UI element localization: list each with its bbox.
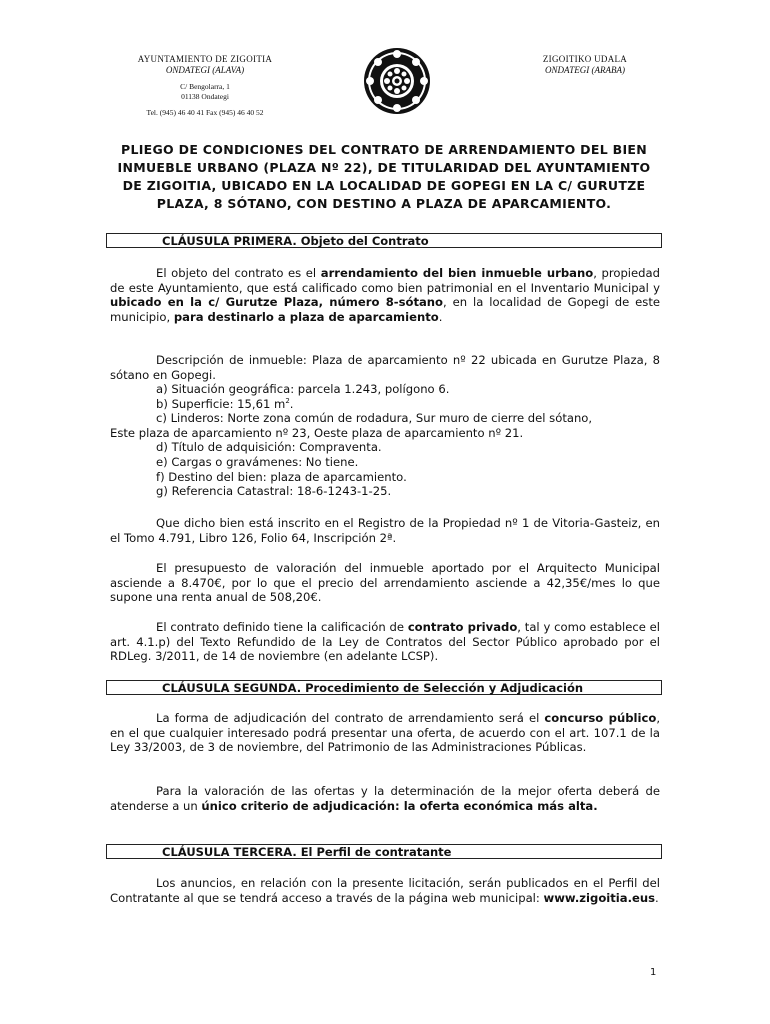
clause-1-paragraph-1: El objeto del contrato es el arrendamiento del bien inmueble urbano, propiedad de este Ayuntamiento, que está calificado como bien patrimonial en el Inventario Municipal y ubicado en la c/ Gurutze Plaza, número 8-sótano, en la localidad de Gopegi de este municipio, para destinarlo a plaza de aparcamiento. (110, 266, 660, 324)
list-item: a) Situación geográfica: parcela 1.243, polígono 6. (156, 382, 450, 396)
property-description-intro: Descripción de inmueble: Plaza de aparcamiento nº 22 ubicada en Gurutze Plaza, 8 sótano en Gopegi. (110, 353, 660, 382)
org-place-es: ONDATEGI (ALAVA) (165, 65, 245, 75)
page-number: 1 (650, 967, 657, 978)
header-left (110, 54, 300, 118)
document-title: PLIEGO DE CONDICIONES DEL CONTRATO DE ARRENDAMIENTO DEL BIEN INMUEBLE URBANO (PLAZA Nº 22), DE TITULARIDAD DEL AYUNTAMIENTO DE ZIGOITIA, UBICADO EN LA LOCALIDAD DE GOPEGI EN LA C/ GURUTZE PLAZA, 8 SÓTANO, CON DESTINO A PLAZA DE APARCAMIENTO. (117, 142, 651, 211)
clause-2-paragraph-2: Para la valoración de las ofertas y la determinación de la mejor oferta deberá de atenderse a un único criterio de adjudicación: la oferta económica más alta. (110, 784, 660, 813)
valuation-paragraph: El presupuesto de valoración del inmueble aportado por el Arquitecto Municipal asciende a 8.470€, por lo que el precio del arrendamiento asciende a 42,35€/mes lo que supone una renta anual de 508,20€. (110, 561, 660, 605)
list-item: e) Cargas o gravámenes: No tiene. (156, 454, 359, 469)
header-right (490, 54, 680, 76)
registry-paragraph: Que dicho bien está inscrito en el Registro de la Propiedad nº 1 de Vitoria-Gasteiz, en el Tomo 4.791, Libro 126, Folio 64, Inscripción 2ª. (110, 516, 660, 545)
clause-1-heading: CLÁUSULA PRIMERA. Objeto del Contrato (106, 233, 662, 248)
clause-2-paragraph-1: La forma de adjudicación del contrato de arrendamiento será el concurso público, en el que cualquier interesado podrá presentar una oferta, de acuerdo con el art. 107.1 de la Ley 33/2003, de 3 de noviembre, del Patrimonio de las Administraciones Públicas. (110, 711, 660, 755)
list-item: c) Linderos: Norte zona común de rodadura, Sur muro de cierre del sótano, (156, 411, 593, 426)
list-item-continuation: Este plaza de aparcamiento nº 23, Oeste plaza de aparcamiento nº 21. (110, 425, 524, 440)
list-item: b) Superficie: 15,61 $m^2$. (156, 396, 294, 411)
property-details-list (110, 382, 660, 499)
clause-2-heading: CLÁUSULA SEGUNDA. Procedimiento de Selección y Adjudicación (106, 680, 662, 695)
list-item: g) Referencia Catastral: 18-6-1243-1-25. (156, 484, 392, 499)
org-place-eu: ONDATEGI (ARABA) (545, 65, 625, 75)
list-item: f) Destino del bien: plaza de aparcamiento. (156, 469, 407, 484)
clause-3-heading: CLÁUSULA TERCERA. El Perfil de contratante (106, 844, 662, 859)
list-item: d) Título de adquisición: Compraventa. (156, 440, 382, 455)
phone-fax: Tel. (945) 46 40 41 Fax (945) 46 40 52 (146, 108, 264, 117)
org-name-eu: ZIGOITIKO UDALA (542, 54, 628, 64)
municipal-website-link: www.zigoitia.eus (543, 890, 656, 905)
address-line-1: C/ Bengolarra, 1 (180, 82, 230, 91)
municipal-seal-icon (362, 44, 432, 118)
org-name-es: AYUNTAMIENTO DE ZIGOITIA (137, 54, 273, 64)
clause-3-paragraph-1: Los anuncios, en relación con la presente licitación, serán publicados en el Perfil del Contratante al que se tendrá acceso a través de la página web municipal: www.zigoitia.eus. (110, 876, 660, 905)
address-line-2: 01138 Ondategi (181, 92, 229, 101)
contract-type-paragraph: El contrato definido tiene la calificación de contrato privado, tal y como establece el art. 4.1.p) del Texto Refundido de la Ley de Contratos del Sector Público aprobado por el RDLeg. 3/2011, de 14 de noviembre (en adelante LCSP). (110, 620, 660, 664)
